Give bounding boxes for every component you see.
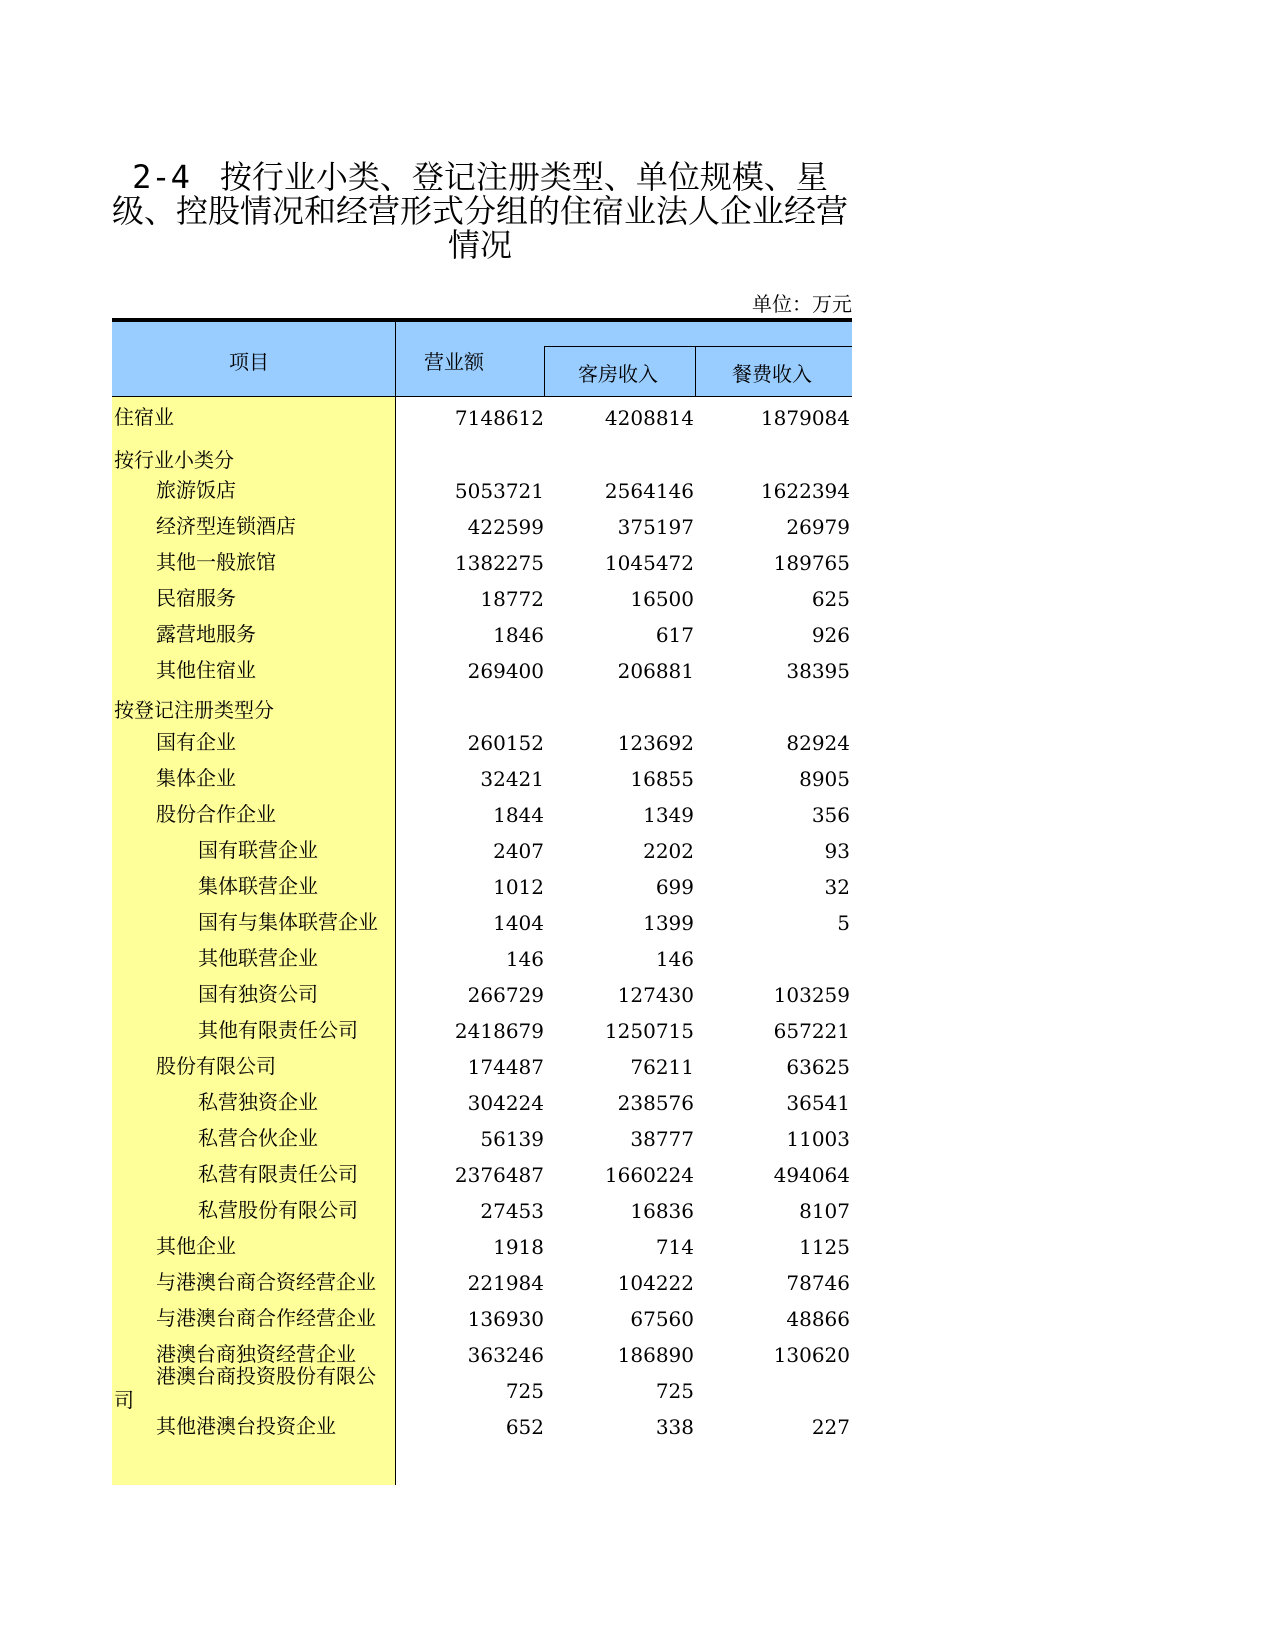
food-revenue-cell: 11003 bbox=[786, 1127, 850, 1151]
revenue-cell: 725 bbox=[505, 1379, 544, 1403]
food-revenue-cell: 1125 bbox=[799, 1235, 850, 1259]
table-row bbox=[112, 902, 852, 939]
room-revenue-cell: 1250715 bbox=[604, 1019, 694, 1043]
table-header bbox=[112, 322, 852, 397]
revenue-cell: 7148612 bbox=[454, 406, 544, 430]
revenue-cell: 1012 bbox=[493, 875, 544, 899]
revenue-cell: 1846 bbox=[493, 623, 544, 647]
food-revenue-cell: 189765 bbox=[773, 551, 850, 575]
food-revenue-cell: 356 bbox=[811, 803, 850, 827]
row-label-part: 司 bbox=[114, 1388, 134, 1412]
table-row bbox=[112, 1154, 852, 1191]
table-row bbox=[112, 614, 852, 651]
food-revenue-cell: 227 bbox=[811, 1415, 850, 1439]
revenue-cell: 1382275 bbox=[454, 551, 544, 575]
room-revenue-cell: 16836 bbox=[630, 1199, 694, 1223]
room-revenue-cell: 16500 bbox=[630, 587, 694, 611]
row-label: 与港澳台商合作经营企业 bbox=[156, 1306, 376, 1330]
row-label-part: 港澳台商投资股份有限公 bbox=[156, 1364, 376, 1388]
row-label: 其他企业 bbox=[156, 1234, 236, 1258]
room-revenue-cell: 1045472 bbox=[604, 551, 694, 575]
room-revenue-cell: 238576 bbox=[617, 1091, 694, 1115]
room-revenue-cell: 699 bbox=[655, 875, 694, 899]
table-row bbox=[112, 650, 852, 687]
header-item-cell bbox=[112, 322, 396, 397]
table-row bbox=[112, 938, 852, 975]
row-label: 其他一般旅馆 bbox=[156, 550, 276, 574]
room-revenue-cell: 38777 bbox=[630, 1127, 694, 1151]
table-row bbox=[112, 397, 852, 434]
table-row bbox=[112, 722, 852, 759]
row-label: 私营独资企业 bbox=[198, 1090, 318, 1114]
revenue-cell: 1404 bbox=[493, 911, 544, 935]
revenue-cell: 221984 bbox=[467, 1271, 544, 1295]
row-label: 国有与集体联营企业 bbox=[198, 910, 378, 934]
row-label: 其他住宿业 bbox=[156, 658, 256, 682]
food-revenue-cell: 1622394 bbox=[760, 479, 850, 503]
header-divider bbox=[695, 346, 696, 397]
room-revenue-cell: 714 bbox=[655, 1235, 694, 1259]
room-revenue-cell: 104222 bbox=[617, 1271, 694, 1295]
room-revenue-cell: 4208814 bbox=[604, 406, 694, 430]
food-revenue-cell: 82924 bbox=[786, 731, 850, 755]
row-label: 经济型连锁酒店 bbox=[156, 514, 296, 538]
revenue-cell: 260152 bbox=[467, 731, 544, 755]
food-revenue-cell: 36541 bbox=[786, 1091, 850, 1115]
header-revenue: 营业额 bbox=[424, 350, 484, 374]
revenue-cell: 136930 bbox=[467, 1307, 544, 1331]
table-row bbox=[112, 1406, 852, 1443]
row-label: 与港澳台商合资经营企业 bbox=[156, 1270, 376, 1294]
room-revenue-cell: 76211 bbox=[630, 1055, 694, 1079]
revenue-cell: 27453 bbox=[480, 1199, 544, 1223]
row-label: 住宿业 bbox=[114, 405, 174, 429]
room-revenue-cell: 725 bbox=[655, 1379, 694, 1403]
row-label: 股份合作企业 bbox=[156, 802, 276, 826]
food-revenue-cell: 26979 bbox=[786, 515, 850, 539]
food-revenue-cell: 657221 bbox=[773, 1019, 850, 1043]
revenue-cell: 2407 bbox=[493, 839, 544, 863]
revenue-cell: 1918 bbox=[493, 1235, 544, 1259]
row-label: 国有企业 bbox=[156, 730, 236, 754]
header-room-revenue: 客房收入 bbox=[578, 362, 658, 386]
table-row bbox=[112, 1226, 852, 1263]
table-row bbox=[112, 542, 852, 579]
row-label: 按登记注册类型分 bbox=[114, 698, 274, 722]
food-revenue-cell: 8905 bbox=[799, 767, 850, 791]
row-label: 其他港澳台投资企业 bbox=[156, 1414, 336, 1438]
header-subrule bbox=[544, 346, 852, 347]
food-revenue-cell: 8107 bbox=[799, 1199, 850, 1223]
row-label: 私营有限责任公司 bbox=[198, 1162, 358, 1186]
room-revenue-cell: 186890 bbox=[617, 1343, 694, 1367]
food-revenue-cell: 48866 bbox=[786, 1307, 850, 1331]
room-revenue-cell: 2202 bbox=[643, 839, 694, 863]
table-row bbox=[112, 1082, 852, 1119]
food-revenue-cell: 130620 bbox=[773, 1343, 850, 1367]
row-label: 民宿服务 bbox=[156, 586, 236, 610]
room-revenue-cell: 127430 bbox=[617, 983, 694, 1007]
row-label: 其他有限责任公司 bbox=[198, 1018, 358, 1042]
header-item: 项目 bbox=[229, 350, 269, 374]
food-revenue-cell: 494064 bbox=[773, 1163, 850, 1187]
table-row bbox=[112, 1262, 852, 1299]
room-revenue-cell: 617 bbox=[655, 623, 694, 647]
food-revenue-cell: 625 bbox=[811, 587, 850, 611]
table-number: 2-4 bbox=[132, 158, 190, 196]
revenue-cell: 304224 bbox=[467, 1091, 544, 1115]
revenue-cell: 266729 bbox=[467, 983, 544, 1007]
row-label: 股份有限公司 bbox=[156, 1054, 276, 1078]
row-label: 集体企业 bbox=[156, 766, 236, 790]
table-row bbox=[112, 470, 852, 507]
food-revenue-cell: 93 bbox=[824, 839, 850, 863]
table-row bbox=[112, 1364, 852, 1412]
revenue-cell: 18772 bbox=[480, 587, 544, 611]
food-revenue-cell: 63625 bbox=[786, 1055, 850, 1079]
room-revenue-cell: 67560 bbox=[630, 1307, 694, 1331]
revenue-cell: 269400 bbox=[467, 659, 544, 683]
row-label: 集体联营企业 bbox=[198, 874, 318, 898]
revenue-cell: 652 bbox=[505, 1415, 544, 1439]
revenue-cell: 1844 bbox=[493, 803, 544, 827]
revenue-cell: 146 bbox=[505, 947, 544, 971]
table-row bbox=[112, 794, 852, 831]
header-divider bbox=[544, 346, 545, 397]
table-row bbox=[112, 1190, 852, 1227]
revenue-cell: 2376487 bbox=[454, 1163, 544, 1187]
food-revenue-cell: 78746 bbox=[786, 1271, 850, 1295]
revenue-cell: 174487 bbox=[467, 1055, 544, 1079]
row-label bbox=[114, 1364, 394, 1412]
title-text: 按行业小类、登记注册类型、单位规模、星级、控股情况和经营形式分组的住宿业法人企业经营情况 bbox=[111, 158, 848, 264]
table-row bbox=[112, 1118, 852, 1155]
revenue-cell: 5053721 bbox=[454, 479, 544, 503]
room-revenue-cell: 123692 bbox=[617, 731, 694, 755]
row-label: 国有联营企业 bbox=[198, 838, 318, 862]
room-revenue-cell: 1349 bbox=[643, 803, 694, 827]
table-row bbox=[112, 578, 852, 615]
row-label: 露营地服务 bbox=[156, 622, 256, 646]
room-revenue-cell: 206881 bbox=[617, 659, 694, 683]
food-revenue-cell: 926 bbox=[811, 623, 850, 647]
table-row bbox=[112, 974, 852, 1011]
table-row bbox=[112, 866, 852, 903]
revenue-cell: 422599 bbox=[467, 515, 544, 539]
revenue-cell: 363246 bbox=[467, 1343, 544, 1367]
table-row bbox=[112, 830, 852, 867]
revenue-cell: 32421 bbox=[480, 767, 544, 791]
table-row bbox=[112, 506, 852, 543]
row-label: 旅游饭店 bbox=[156, 478, 236, 502]
table-row bbox=[112, 1046, 852, 1083]
revenue-cell: 56139 bbox=[480, 1127, 544, 1151]
food-revenue-cell: 103259 bbox=[773, 983, 850, 1007]
food-revenue-cell: 1879084 bbox=[760, 406, 850, 430]
food-revenue-cell: 38395 bbox=[786, 659, 850, 683]
row-label: 私营股份有限公司 bbox=[198, 1198, 358, 1222]
room-revenue-cell: 1399 bbox=[643, 911, 694, 935]
row-label: 国有独资公司 bbox=[198, 982, 318, 1006]
room-revenue-cell: 16855 bbox=[630, 767, 694, 791]
room-revenue-cell: 2564146 bbox=[604, 479, 694, 503]
revenue-cell: 2418679 bbox=[454, 1019, 544, 1043]
room-revenue-cell: 375197 bbox=[617, 515, 694, 539]
table-row bbox=[112, 1298, 852, 1335]
unit-label: 单位：万元 bbox=[752, 292, 852, 316]
row-label: 按行业小类分 bbox=[114, 448, 234, 472]
page-title bbox=[110, 160, 850, 262]
room-revenue-cell: 146 bbox=[655, 947, 694, 971]
food-revenue-cell: 32 bbox=[824, 875, 850, 899]
food-revenue-cell: 5 bbox=[837, 911, 850, 935]
row-label: 港澳台商独资经营企业 bbox=[156, 1342, 356, 1366]
room-revenue-cell: 1660224 bbox=[604, 1163, 694, 1187]
header-food-revenue: 餐费收入 bbox=[732, 362, 812, 386]
row-label: 私营合伙企业 bbox=[198, 1126, 318, 1150]
row-label: 其他联营企业 bbox=[198, 946, 318, 970]
room-revenue-cell: 338 bbox=[655, 1415, 694, 1439]
table-row bbox=[112, 1010, 852, 1047]
table-row bbox=[112, 758, 852, 795]
